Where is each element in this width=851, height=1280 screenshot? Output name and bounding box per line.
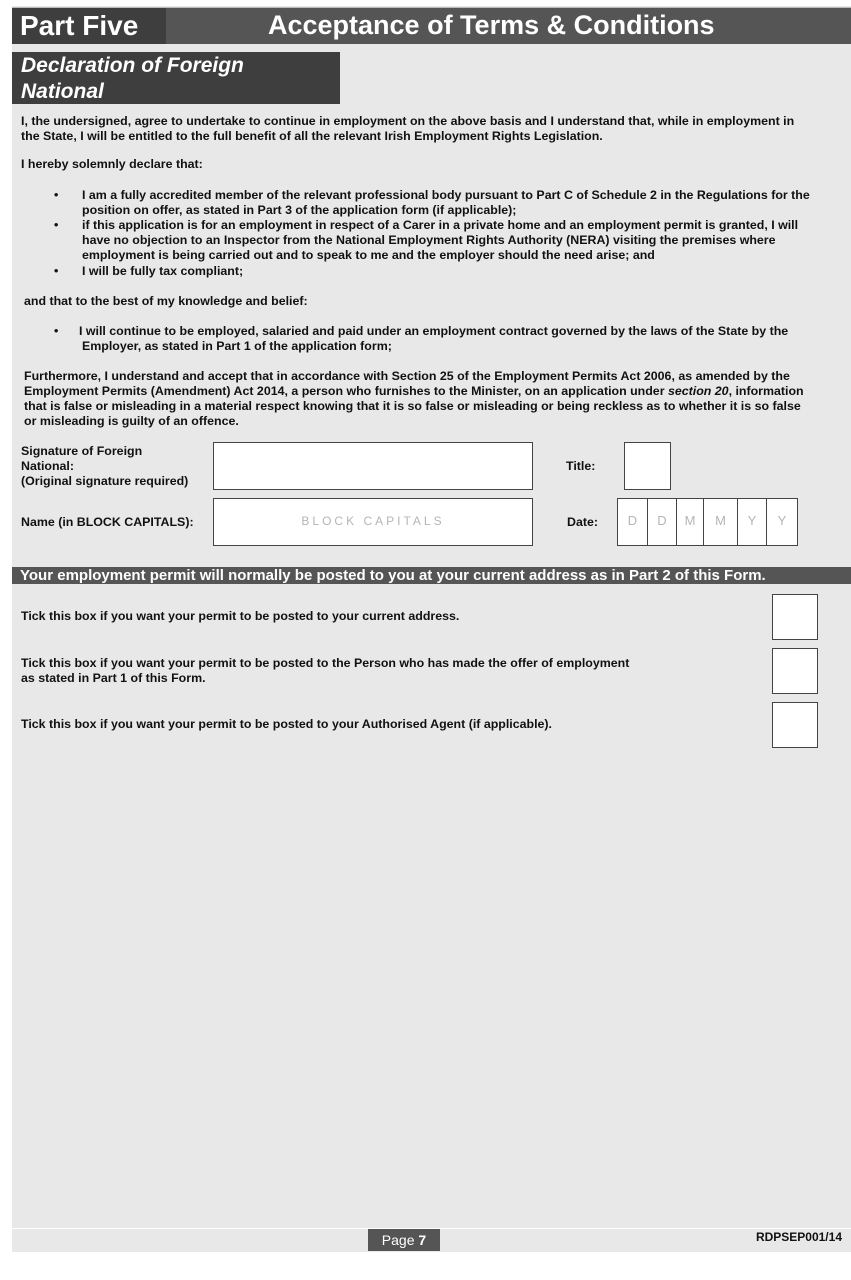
date-cell-month[interactable]: M (677, 499, 704, 545)
posting-banner: Your employment permit will normally be posted to you at your current address as in Part 2 of this Form. (12, 567, 851, 584)
posting-option-label (21, 656, 629, 686)
date-cell-day[interactable]: D (618, 499, 648, 545)
text-span: Employment Permits (Amendment) Act 2014, a person who furnishes to the Minister, on an application under (24, 384, 668, 398)
form-code: RDPSEP001/14 (755, 1230, 842, 1244)
text-span: Name (in (21, 515, 77, 529)
name-placeholder: BLOCK CAPITALS (301, 514, 445, 528)
page-number: 7 (418, 1232, 427, 1248)
text-line: position on offer, as stated in Part 3 of the application form (if applicable); (82, 203, 517, 217)
page-number-badge (368, 1229, 440, 1251)
belief-heading: and that to the best of my knowledge and belief: (24, 294, 308, 308)
text-line (24, 384, 844, 399)
date-cell-day[interactable]: D (648, 499, 677, 545)
text-line: National: (21, 459, 75, 473)
part-label: Part Five (12, 8, 166, 44)
text-line: have no objection to an Inspector from the National Employment Rights Authority (NERA) visiting the premises where (82, 233, 776, 247)
text-line: Tick this box if you want your permit to be posted to the Person who has made the offer of employment (21, 656, 630, 670)
section-title (12, 52, 340, 104)
text-line: if this application is for an employment in respect of a Carer in a private home and an employment permit is granted, I will (82, 218, 799, 232)
section-reference: section 20 (667, 384, 729, 398)
text-line: Tick this box if you want your permit to be posted to your current address. (21, 609, 460, 623)
text-line: Employer, as stated in Part 1 of the application form; (82, 339, 392, 353)
text-line: Signature of Foreign (21, 444, 143, 458)
signature-label (21, 444, 188, 489)
part-title: Acceptance of Terms & Conditions (268, 10, 715, 40)
title-field[interactable] (624, 442, 671, 490)
bullet-marker: • (54, 324, 59, 338)
text-line: I, the undersigned, agree to undertake to continue in employment on the above basis and I understand that, while in employment in (21, 114, 795, 128)
posting-checkbox-employer[interactable] (772, 648, 818, 694)
text-line: (Original signature required) (21, 474, 189, 488)
bullet-marker: • (54, 264, 59, 278)
bullet-marker: • (54, 188, 59, 202)
text-line: Furthermore, I understand and accept that in accordance with Section 25 of the Employment Permits Act 2006, as amended by the (24, 369, 790, 383)
date-label: Date: (567, 515, 598, 529)
page-prefix: Page (381, 1232, 415, 1248)
posting-checkbox-agent[interactable] (772, 702, 818, 748)
date-cell-year[interactable]: Y (738, 499, 767, 545)
text-line: the State, I will be entitled to the full benefit of all the relevant Irish Employment Rights Legislation. (21, 129, 603, 143)
text-line: as stated in Part 1 of this Form. (21, 671, 206, 685)
date-cell-month[interactable]: M (704, 499, 738, 545)
intro-paragraph (21, 114, 841, 144)
text-line: that is false or misleading in a material respect knowing that it is so false or misleading or being reckless as to whether it is so false (24, 399, 801, 413)
bullet-marker: • (54, 218, 59, 232)
text-line: I am a fully accredited member of the relevant professional body pursuant to Part C of Schedule 2 in the Regulations for the (82, 188, 810, 202)
name-label (21, 515, 194, 530)
posting-option-label (21, 717, 552, 732)
section-title-line: Declaration of Foreign (21, 54, 244, 77)
text-line: Tick this box if you want your permit to be posted to your Authorised Agent (if applicable). (21, 717, 552, 731)
posting-option-label (21, 609, 459, 624)
declare-heading: I hereby solemnly declare that: (21, 157, 203, 171)
posting-checkbox-current-address[interactable] (772, 594, 818, 640)
title-label: Title: (566, 459, 596, 473)
legal-notice-paragraph (24, 369, 844, 429)
text-line: I will be fully tax compliant; (82, 264, 244, 278)
text-line: or misleading is guilty of an offence. (24, 414, 239, 428)
text-span: , information (728, 384, 804, 398)
date-field[interactable] (617, 498, 798, 546)
date-cell-year[interactable]: Y (777, 513, 787, 528)
section-title-line: National (21, 80, 104, 103)
name-field[interactable] (213, 498, 533, 546)
signature-field[interactable] (213, 442, 533, 490)
text-line: I will continue to be employed, salaried and paid under an employment contract governed by the laws of the State by the (79, 324, 789, 338)
text-span: BLOCK CAPITALS (76, 515, 186, 529)
text-span: ): (185, 515, 194, 529)
part-header-bar (12, 7, 851, 44)
text-line: employment is being carried out and to speak to me and the employer should the need arise; and (82, 248, 655, 262)
